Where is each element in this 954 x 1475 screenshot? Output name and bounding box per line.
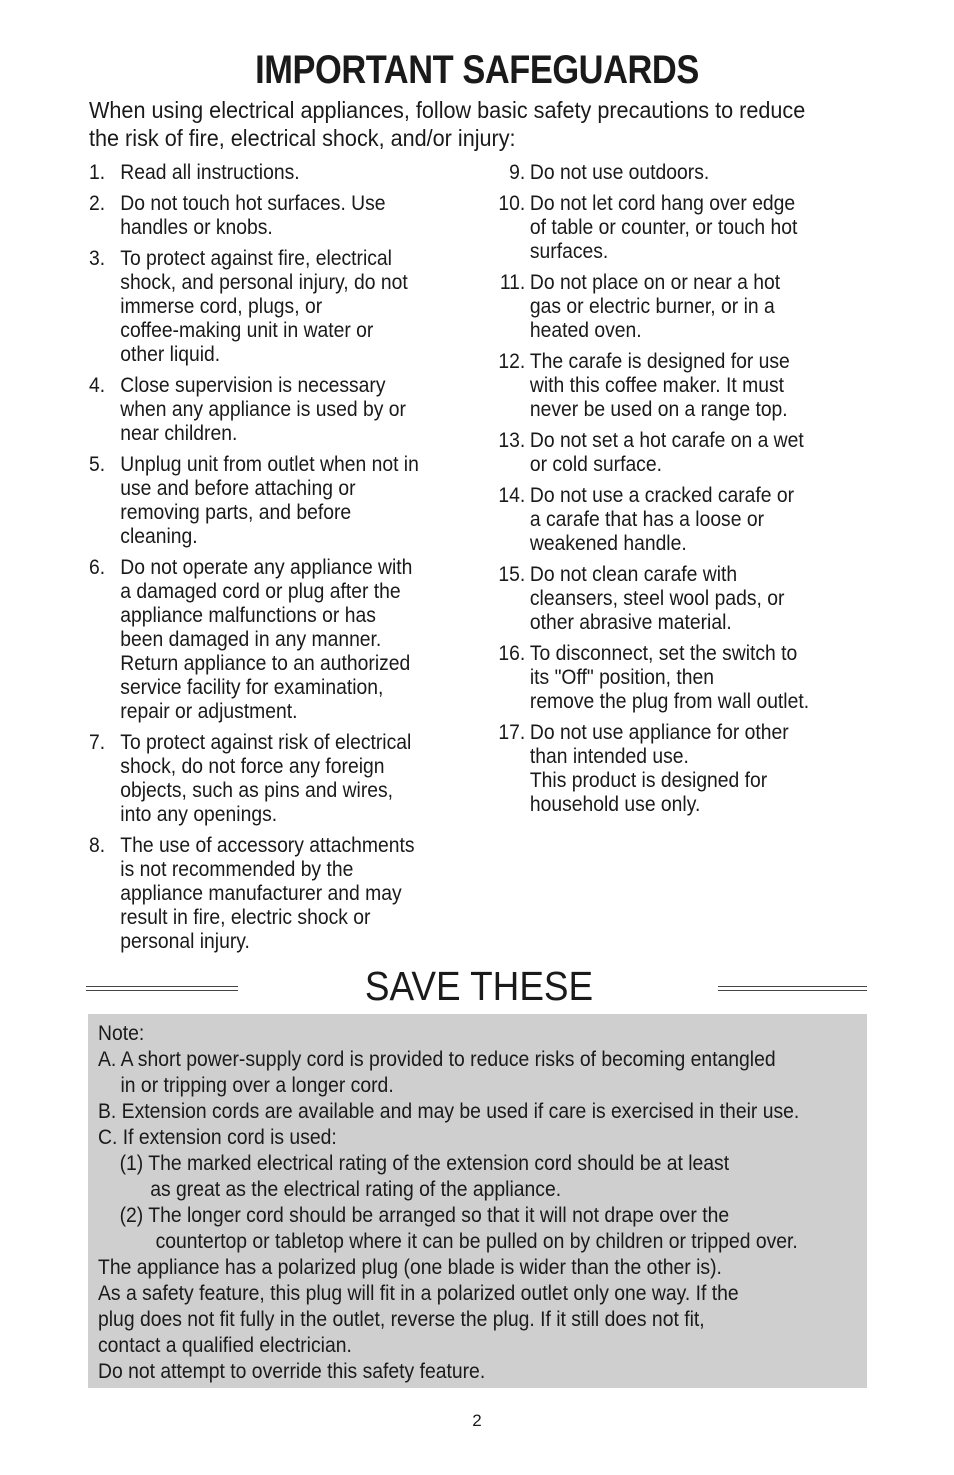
- list-item: [494, 484, 851, 556]
- item-number: 6.: [89, 556, 106, 579]
- item-text: Do not clean carafe with cleansers, steel wool pads, or other abrasive material.: [529, 563, 785, 634]
- note-c-line: C. If extension cord is used:: [98, 1125, 337, 1149]
- polarized-plug-line: Do not attempt to override this safety feature.: [98, 1359, 486, 1383]
- note-a-line: A. A short power-supply cord is provided to reduce risks of becoming entangled: [98, 1047, 776, 1071]
- save-instructions-heading: SAVE THESE: [364, 963, 594, 1009]
- item-number: 12.: [498, 350, 526, 373]
- list-item: [89, 834, 457, 954]
- list-item: [89, 192, 457, 240]
- list-item: [89, 453, 457, 549]
- double-rule-right: [718, 986, 867, 991]
- note-c1-line: (1) The marked electrical rating of the extension cord should be at least: [119, 1151, 730, 1175]
- item-number: 9.: [509, 161, 526, 184]
- polarized-plug-line: The appliance has a polarized plug (one blade is wider than the other is).: [98, 1255, 722, 1279]
- item-number: 15.: [498, 563, 526, 586]
- item-text: To protect against risk of electrical shock, do not force any foreign objects, such as pins and wires, into any openings.: [120, 731, 412, 826]
- list-item: [494, 563, 851, 635]
- list-item: [89, 374, 457, 446]
- item-text: Do not place on or near a hot gas or electric burner, or in a heated oven.: [529, 271, 781, 342]
- item-text: Unplug unit from outlet when not in use and before attaching or removing parts, and before cleaning.: [120, 453, 419, 548]
- polarized-plug-line: plug does not fit fully in the outlet, reverse the plug. If it still does not fit,: [98, 1307, 705, 1331]
- list-item: [494, 161, 851, 185]
- polarized-plug-line: As a safety feature, this plug will fit in a polarized outlet only one way. If the: [98, 1281, 739, 1305]
- item-text: Read all instructions.: [120, 161, 300, 184]
- note-c1-line: as great as the electrical rating of the appliance.: [150, 1177, 562, 1201]
- page-number: 2: [472, 1411, 482, 1430]
- item-number: 16.: [498, 642, 526, 665]
- item-text: Do not touch hot surfaces. Use handles or knobs.: [120, 192, 386, 239]
- item-number: 4.: [89, 374, 106, 397]
- item-text: Do not operate any appliance with a damaged cord or plug after the appliance malfunctions or has been damaged in any manner. Return appliance to an authorized service facility for examination, repair or adjustment.: [120, 556, 413, 723]
- item-number: 14.: [498, 484, 526, 507]
- item-text: To protect against fire, electrical shock, and personal injury, do not immerse cord, plugs, or coffee-making unit in water or other liquid.: [120, 247, 408, 366]
- item-text: To disconnect, set the switch to its "Off" position, then remove the plug from wall outlet.: [529, 642, 810, 713]
- list-item: [494, 350, 851, 422]
- item-text: The use of accessory attachments is not recommended by the appliance manufacturer and may result in fire, electric shock or personal injury.: [120, 834, 415, 953]
- list-item: [89, 247, 457, 367]
- item-number: 17.: [498, 721, 526, 744]
- item-number: 13.: [498, 429, 526, 452]
- save-instructions-banner: [86, 962, 867, 1010]
- list-item: [494, 192, 851, 264]
- item-text: Do not use appliance for other than intended use. This product is designed for household use only.: [529, 721, 789, 816]
- item-number: 5.: [89, 453, 106, 476]
- item-text: The carafe is designed for use with this coffee maker. It must never be used on a range top.: [529, 350, 790, 421]
- item-number: 7.: [89, 731, 106, 754]
- item-number: 10.: [498, 192, 526, 215]
- note-label: Note:: [98, 1021, 145, 1045]
- list-item: [494, 271, 851, 343]
- item-text: Close supervision is necessary when any appliance is used by or near children.: [120, 374, 406, 445]
- note-c2-line: countertop or tabletop where it can be pulled on by children or tripped over.: [155, 1229, 798, 1253]
- list-item: [89, 161, 457, 185]
- note-content: [98, 1020, 845, 1384]
- list-item: [494, 642, 851, 714]
- list-item: [494, 429, 851, 477]
- list-item: [494, 721, 851, 817]
- double-rule-left: [86, 986, 238, 991]
- polarized-plug-line: contact a qualified electrician.: [98, 1333, 352, 1357]
- note-box: [88, 1014, 867, 1388]
- note-c2-line: (2) The longer cord should be arranged so that it will not drape over the: [119, 1203, 730, 1227]
- item-number: 1.: [89, 161, 106, 184]
- note-b-line: B. Extension cords are available and may be used if care is exercised in their use.: [98, 1099, 800, 1123]
- safeguards-list-left: [89, 161, 457, 961]
- note-a-line: in or tripping over a longer cord.: [120, 1073, 394, 1097]
- list-item: [89, 731, 457, 827]
- item-number: 2.: [89, 192, 106, 215]
- item-number: 3.: [89, 247, 106, 270]
- item-text: Do not use outdoors.: [529, 161, 710, 184]
- item-text: Do not set a hot carafe on a wet or cold surface.: [529, 429, 804, 476]
- item-number: 8.: [89, 834, 106, 857]
- item-text: Do not use a cracked carafe or a carafe that has a loose or weakened handle.: [529, 484, 795, 555]
- item-text: Do not let cord hang over edge of table or counter, or touch hot surfaces.: [529, 192, 798, 263]
- safeguards-list-right: [494, 161, 851, 824]
- intro-paragraph: When using electrical appliances, follow basic safety precautions to reduce the risk of fire, electrical shock, and/or injury:: [89, 97, 806, 151]
- list-item: [89, 556, 457, 724]
- page-title: IMPORTANT SAFEGUARDS: [255, 48, 699, 92]
- item-number: 11.: [499, 271, 526, 294]
